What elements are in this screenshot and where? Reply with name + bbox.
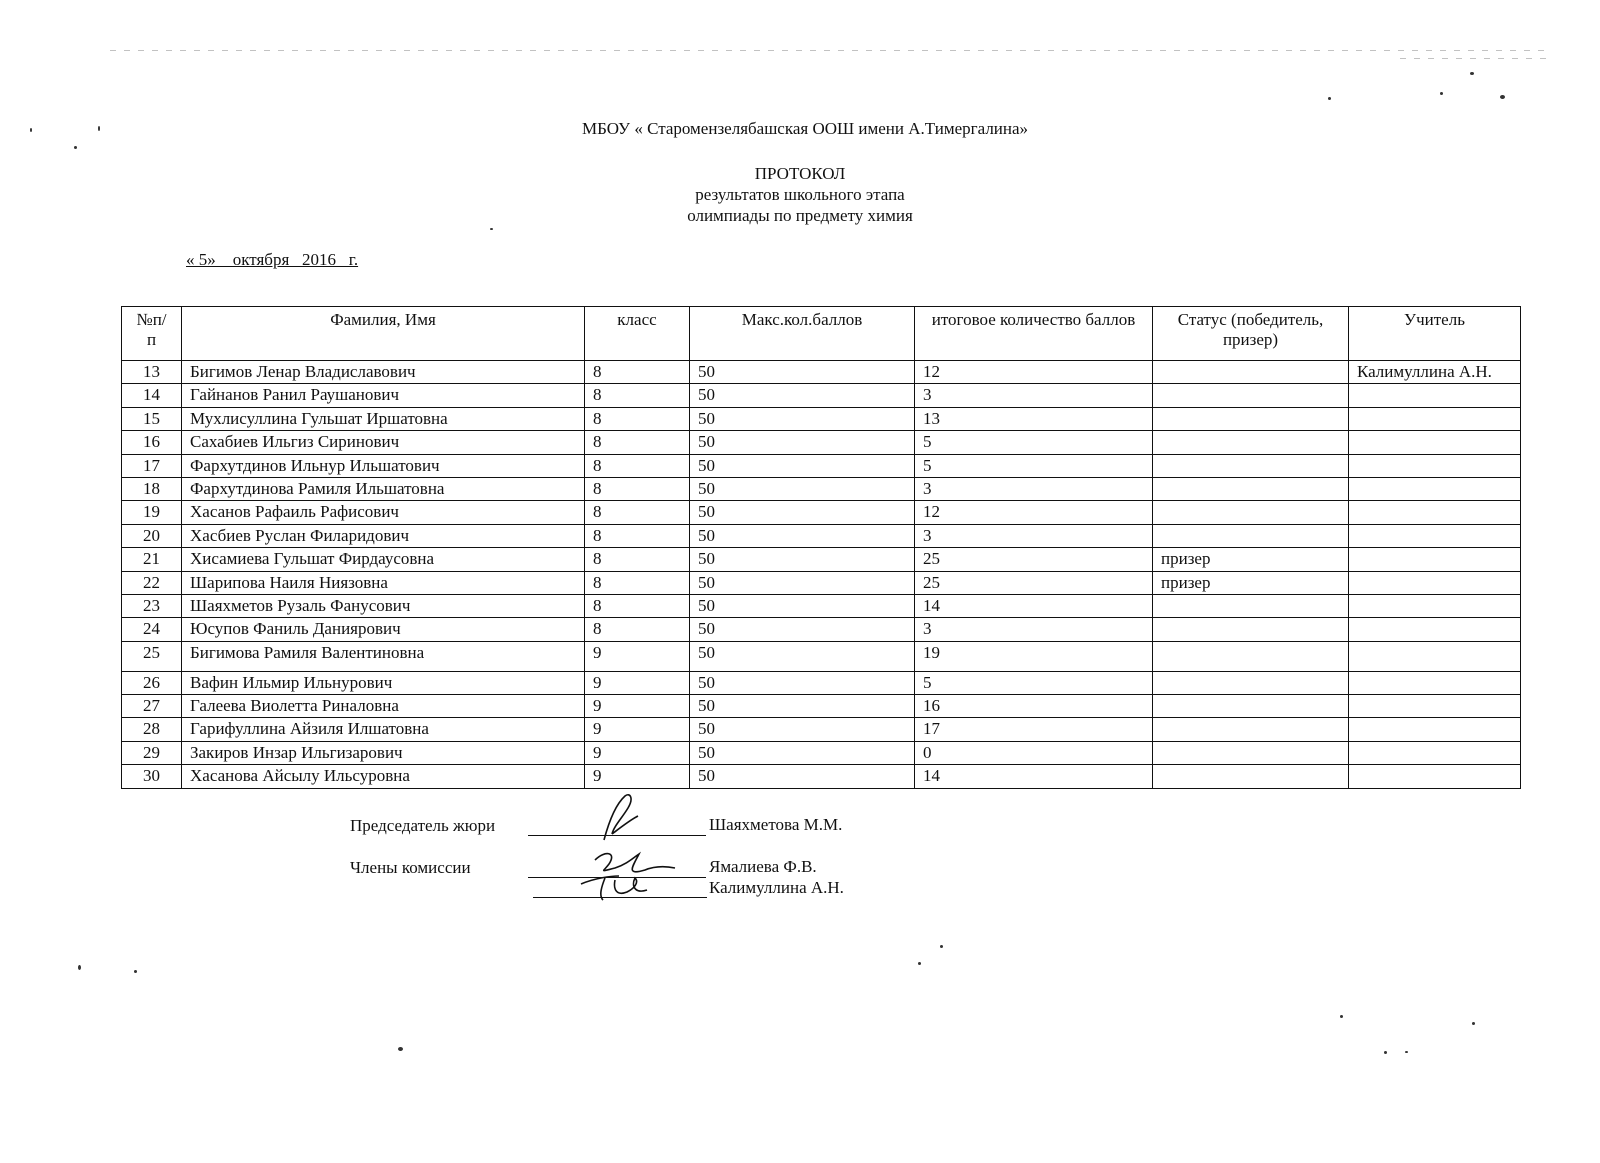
cell-total: 14 <box>915 765 1153 788</box>
cell-max: 50 <box>690 765 915 788</box>
cell-max: 50 <box>690 407 915 430</box>
results-table <box>121 306 1521 789</box>
cell-total: 13 <box>915 407 1153 430</box>
table-row <box>122 671 1521 694</box>
cell-grade: 8 <box>585 477 690 500</box>
cell-grade: 9 <box>585 641 690 671</box>
cell-max: 50 <box>690 671 915 694</box>
cell-teacher <box>1349 524 1521 547</box>
cell-grade: 8 <box>585 524 690 547</box>
cell-max: 50 <box>690 524 915 547</box>
protocol-date: « 5» октября 2016 г. <box>186 250 359 269</box>
commission-member-2: Калимуллина А.Н. <box>709 878 844 897</box>
cell-num: 16 <box>122 431 182 454</box>
scan-artifact <box>918 962 921 965</box>
cell-status <box>1153 361 1349 384</box>
cell-name: Гарифуллина Айзиля Илшатовна <box>182 718 585 741</box>
cell-status <box>1153 477 1349 500</box>
cell-total: 25 <box>915 571 1153 594</box>
cell-num: 14 <box>122 384 182 407</box>
cell-total: 16 <box>915 695 1153 718</box>
document-subtitle: результатов школьного этапа <box>695 185 905 204</box>
scan-artifact <box>1470 72 1474 75</box>
cell-grade: 8 <box>585 571 690 594</box>
cell-status <box>1153 671 1349 694</box>
cell-status: призер <box>1153 548 1349 571</box>
cell-name: Хасанов Рафаиль Рафисович <box>182 501 585 524</box>
cell-name: Бигимова Рамиля Валентиновна <box>182 641 585 671</box>
scan-artifact <box>398 1047 403 1051</box>
cell-num: 25 <box>122 641 182 671</box>
cell-name: Хасбиев Руслан Филаридович <box>182 524 585 547</box>
scan-artifact <box>134 970 137 973</box>
cell-total: 12 <box>915 501 1153 524</box>
cell-status <box>1153 407 1349 430</box>
header-max-score: Макс.кол.баллов <box>690 307 915 361</box>
cell-name: Гайнанов Ранил Раушанович <box>182 384 585 407</box>
cell-teacher <box>1349 641 1521 671</box>
scan-artifact <box>1405 1051 1408 1053</box>
cell-max: 50 <box>690 695 915 718</box>
table-row <box>122 618 1521 641</box>
cell-max: 50 <box>690 618 915 641</box>
cell-teacher <box>1349 384 1521 407</box>
scan-artifact <box>1328 97 1331 100</box>
cell-grade: 9 <box>585 695 690 718</box>
cell-grade: 8 <box>585 454 690 477</box>
cell-status <box>1153 741 1349 764</box>
scan-artifact <box>78 965 81 970</box>
cell-max: 50 <box>690 571 915 594</box>
handwritten-signature-members <box>575 842 685 907</box>
cell-total: 17 <box>915 718 1153 741</box>
table-row <box>122 571 1521 594</box>
cell-num: 26 <box>122 671 182 694</box>
table-row <box>122 431 1521 454</box>
table-row <box>122 477 1521 500</box>
jury-chair-label: Председатель жюри <box>350 816 496 835</box>
scan-artifact <box>1340 1015 1343 1018</box>
cell-total: 5 <box>915 431 1153 454</box>
cell-total: 12 <box>915 361 1153 384</box>
cell-total: 0 <box>915 741 1153 764</box>
cell-name: Шарипова Наиля Ниязовна <box>182 571 585 594</box>
cell-status: призер <box>1153 571 1349 594</box>
cell-teacher <box>1349 765 1521 788</box>
cell-num: 24 <box>122 618 182 641</box>
scan-artifact <box>1500 95 1505 99</box>
cell-name: Хисамиева Гульшат Фирдаусовна <box>182 548 585 571</box>
cell-max: 50 <box>690 361 915 384</box>
table-row <box>122 765 1521 788</box>
scan-artifact <box>1400 58 1550 59</box>
cell-teacher <box>1349 501 1521 524</box>
cell-num: 17 <box>122 454 182 477</box>
scan-artifact <box>1472 1022 1475 1025</box>
table-row <box>122 718 1521 741</box>
cell-name: Мухлисуллина Гульшат Иршатовна <box>182 407 585 430</box>
header-name: Фамилия, Имя <box>182 307 585 361</box>
cell-teacher <box>1349 718 1521 741</box>
cell-total: 14 <box>915 594 1153 617</box>
cell-grade: 8 <box>585 431 690 454</box>
cell-teacher <box>1349 454 1521 477</box>
cell-teacher <box>1349 741 1521 764</box>
cell-num: 19 <box>122 501 182 524</box>
cell-num: 21 <box>122 548 182 571</box>
cell-name: Сахабиев Ильгиз Сиринович <box>182 431 585 454</box>
table-row <box>122 361 1521 384</box>
cell-teacher <box>1349 671 1521 694</box>
cell-max: 50 <box>690 594 915 617</box>
cell-status <box>1153 431 1349 454</box>
cell-grade: 9 <box>585 718 690 741</box>
cell-num: 15 <box>122 407 182 430</box>
cell-status <box>1153 384 1349 407</box>
cell-grade: 8 <box>585 384 690 407</box>
cell-total: 19 <box>915 641 1153 671</box>
cell-status <box>1153 765 1349 788</box>
scan-artifact <box>1440 92 1443 95</box>
cell-grade: 8 <box>585 594 690 617</box>
header-teacher: Учитель <box>1349 307 1521 361</box>
cell-grade: 9 <box>585 671 690 694</box>
cell-name: Галеева Виолетта Риналовна <box>182 695 585 718</box>
cell-num: 28 <box>122 718 182 741</box>
cell-status <box>1153 524 1349 547</box>
table-row <box>122 695 1521 718</box>
table-row <box>122 548 1521 571</box>
cell-max: 50 <box>690 384 915 407</box>
cell-num: 30 <box>122 765 182 788</box>
cell-max: 50 <box>690 431 915 454</box>
header-grade: класс <box>585 307 690 361</box>
cell-max: 50 <box>690 477 915 500</box>
cell-max: 50 <box>690 641 915 671</box>
cell-teacher <box>1349 477 1521 500</box>
cell-status <box>1153 594 1349 617</box>
cell-teacher <box>1349 594 1521 617</box>
cell-name: Закиров Инзар Ильгизарович <box>182 741 585 764</box>
jury-chair-name: Шаяхметова М.М. <box>709 815 843 834</box>
cell-teacher <box>1349 695 1521 718</box>
cell-total: 3 <box>915 524 1153 547</box>
cell-total: 3 <box>915 618 1153 641</box>
cell-num: 29 <box>122 741 182 764</box>
cell-total: 25 <box>915 548 1153 571</box>
commission-member-1: Ямалиева Ф.В. <box>709 857 817 876</box>
cell-grade: 8 <box>585 361 690 384</box>
cell-grade: 8 <box>585 407 690 430</box>
table-row <box>122 384 1521 407</box>
table-row <box>122 594 1521 617</box>
cell-max: 50 <box>690 741 915 764</box>
table-row <box>122 407 1521 430</box>
scan-artifact <box>1384 1051 1387 1054</box>
header-total-score: итоговое количество баллов <box>915 307 1153 361</box>
cell-status <box>1153 501 1349 524</box>
table-row <box>122 741 1521 764</box>
scan-artifact <box>940 945 943 948</box>
cell-teacher <box>1349 431 1521 454</box>
cell-max: 50 <box>690 718 915 741</box>
cell-status <box>1153 454 1349 477</box>
cell-status <box>1153 618 1349 641</box>
cell-total: 5 <box>915 454 1153 477</box>
cell-name: Хасанова Айсылу Ильсуровна <box>182 765 585 788</box>
cell-grade: 8 <box>585 548 690 571</box>
cell-name: Юсупов Фаниль Даниярович <box>182 618 585 641</box>
school-name: МБОУ « Старомензелябашская ООШ имени А.Тимергалина» <box>581 119 1029 138</box>
cell-status <box>1153 641 1349 671</box>
cell-name: Вафин Ильмир Ильнурович <box>182 671 585 694</box>
cell-num: 23 <box>122 594 182 617</box>
cell-num: 18 <box>122 477 182 500</box>
cell-num: 27 <box>122 695 182 718</box>
cell-grade: 8 <box>585 618 690 641</box>
cell-max: 50 <box>690 454 915 477</box>
cell-max: 50 <box>690 548 915 571</box>
document-subject: олимпиады по предмету химия <box>687 206 913 225</box>
cell-name: Фархутдинов Ильнур Ильшатович <box>182 454 585 477</box>
scan-artifact <box>74 146 77 149</box>
cell-max: 50 <box>690 501 915 524</box>
header-num: №п/ п <box>122 307 182 361</box>
cell-total: 5 <box>915 671 1153 694</box>
cell-num: 22 <box>122 571 182 594</box>
cell-grade: 9 <box>585 741 690 764</box>
document-title: ПРОТОКОЛ <box>754 164 846 183</box>
cell-teacher <box>1349 618 1521 641</box>
table-row <box>122 641 1521 671</box>
cell-num: 20 <box>122 524 182 547</box>
header-status: Статус (победитель, призер) <box>1153 307 1349 361</box>
cell-teacher <box>1349 571 1521 594</box>
cell-grade: 9 <box>585 765 690 788</box>
scan-artifact <box>110 50 1550 51</box>
table-header-row <box>122 307 1521 361</box>
cell-teacher <box>1349 407 1521 430</box>
table-row <box>122 454 1521 477</box>
cell-status <box>1153 695 1349 718</box>
cell-name: Фархутдинова Рамиля Ильшатовна <box>182 477 585 500</box>
cell-name: Шаяхметов Рузаль Фанусович <box>182 594 585 617</box>
table-row <box>122 501 1521 524</box>
cell-num: 13 <box>122 361 182 384</box>
table-row <box>122 524 1521 547</box>
cell-name: Бигимов Ленар Владиславович <box>182 361 585 384</box>
commission-members-label: Члены комиссии <box>350 858 471 877</box>
cell-grade: 8 <box>585 501 690 524</box>
cell-teacher: Калимуллина А.Н. <box>1349 361 1521 384</box>
handwritten-signature-chair <box>590 790 650 845</box>
scan-artifact <box>490 228 493 230</box>
cell-status <box>1153 718 1349 741</box>
cell-teacher <box>1349 548 1521 571</box>
cell-total: 3 <box>915 384 1153 407</box>
cell-total: 3 <box>915 477 1153 500</box>
